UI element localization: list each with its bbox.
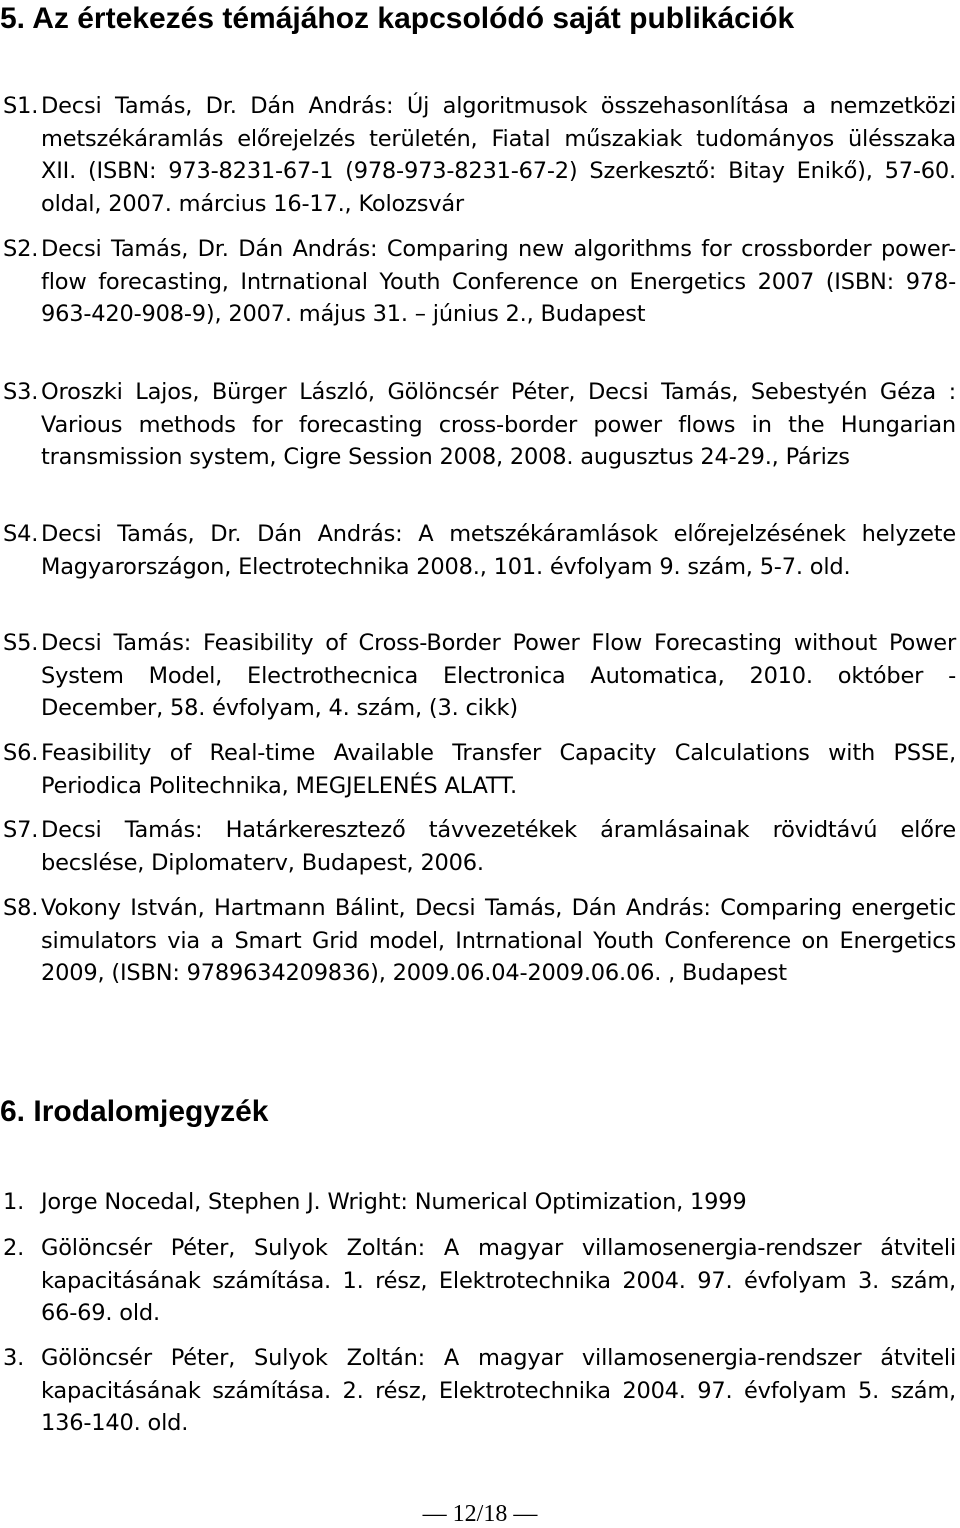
publication-number: S7. — [3, 817, 39, 843]
reference-entry-3 — [0, 1342, 956, 1440]
reference-number: 2. — [3, 1235, 25, 1261]
reference-entry-2 — [0, 1232, 956, 1330]
publication-text: Oroszki Lajos, Bürger László, Gölöncsér Péter, Decsi Tamás, Sebestyén Géza : Various methods for forecasting cross-border power flows in the Hungarian transmission system, Cigre Session 2008, 2008. augusztus 24-29., Párizs — [41, 379, 956, 470]
publication-number: S4. — [3, 521, 39, 547]
reference-number: 3. — [3, 1345, 25, 1371]
publication-entry-s8 — [0, 892, 956, 990]
publication-text: Decsi Tamás: Feasibility of Cross-Border Power Flow Forecasting without Power System Model, Electrothecnica Electronica Automatica, 2010. október - December, 58. évfolyam, 4. szám, (3. cikk) — [41, 630, 956, 721]
publication-number: S8. — [3, 895, 39, 921]
publication-text: Decsi Tamás: Határkeresztező távvezetékek áramlásainak rövidtávú előre becslése, Diplomaterv, Budapest, 2006. — [41, 817, 956, 876]
publication-text: Decsi Tamás, Dr. Dán András: Új algoritmusok összehasonlítása a nemzetközi metszékáramlás előrejelzés területén, Fiatal műszakiak tudományos ülésszaka XII. (ISBN: 973-8231-67-1 (978-973-8231-67-2) Szerkesztő: Bitay Enikő), 57-60. oldal, 2007. március 16-17., Kolozsvár — [41, 93, 956, 217]
publication-entry-s4 — [0, 518, 956, 583]
page-footer — [0, 1500, 960, 1528]
publication-entry-s3 — [0, 376, 956, 474]
reference-text: Gölöncsér Péter, Sulyok Zoltán: A magyar villamosenergia-rendszer átviteli kapacitásának számítása. 1. rész, Elektrotechnika 2004. 97. évfolyam 3. szám, 66-69. old. — [41, 1235, 956, 1326]
publication-number: S2. — [3, 236, 39, 262]
reference-text: Jorge Nocedal, Stephen J. Wright: Numerical Optimization, 1999 — [41, 1189, 747, 1215]
publication-number: S5. — [3, 630, 39, 656]
publication-number: S1. — [3, 93, 39, 119]
publication-text: Decsi Tamás, Dr. Dán András: A metszékáramlások előrejelzésének helyzete Magyarországon, Electrotechnika 2008., 101. évfolyam 9. szám, 5-7. old. — [41, 521, 956, 580]
publication-text: Decsi Tamás, Dr. Dán András: Comparing new algorithms for crossborder power-flow forecasting, Intrnational Youth Conference on Energetics 2007 (ISBN: 978-963-420-908-9), 2007. május 31. – június 2., Budapest — [41, 236, 956, 327]
page-number: 12/18 — [452, 1501, 508, 1527]
footer-dash-right: — — [513, 1501, 538, 1527]
publication-number: S6. — [3, 740, 39, 766]
reference-number: 1. — [3, 1189, 25, 1215]
reference-entry-1 — [0, 1186, 956, 1219]
publication-entry-s5 — [0, 627, 956, 725]
reference-text: Gölöncsér Péter, Sulyok Zoltán: A magyar villamosenergia-rendszer átviteli kapacitásának számítása. 2. rész, Elektrotechnika 2004. 97. évfolyam 5. szám, 136-140. old. — [41, 1345, 956, 1436]
publication-entry-s1 — [0, 90, 956, 220]
publication-entry-s2 — [0, 233, 956, 331]
section-heading-bibliography: 6. Irodalomjegyzék — [0, 1095, 269, 1128]
publication-entry-s7 — [0, 814, 956, 879]
publication-text: Feasibility of Real-time Available Transfer Capacity Calculations with PSSE, Periodica Politechnika, MEGJELENÉS ALATT. — [41, 740, 956, 799]
footer-dash-left: — — [422, 1501, 447, 1527]
publication-number: S3. — [3, 379, 39, 405]
publication-text: Vokony István, Hartmann Bálint, Decsi Tamás, Dán András: Comparing energetic simulators via a Smart Grid model, Intrnational Youth Conference on Energetics 2009, (ISBN: 9789634209836), 2009.06.04-2009.06.06. , Budapest — [41, 895, 956, 986]
section-heading-own-publications: 5. Az értekezés témájához kapcsolódó saját publikációk — [0, 2, 795, 35]
publication-entry-s6 — [0, 737, 956, 802]
